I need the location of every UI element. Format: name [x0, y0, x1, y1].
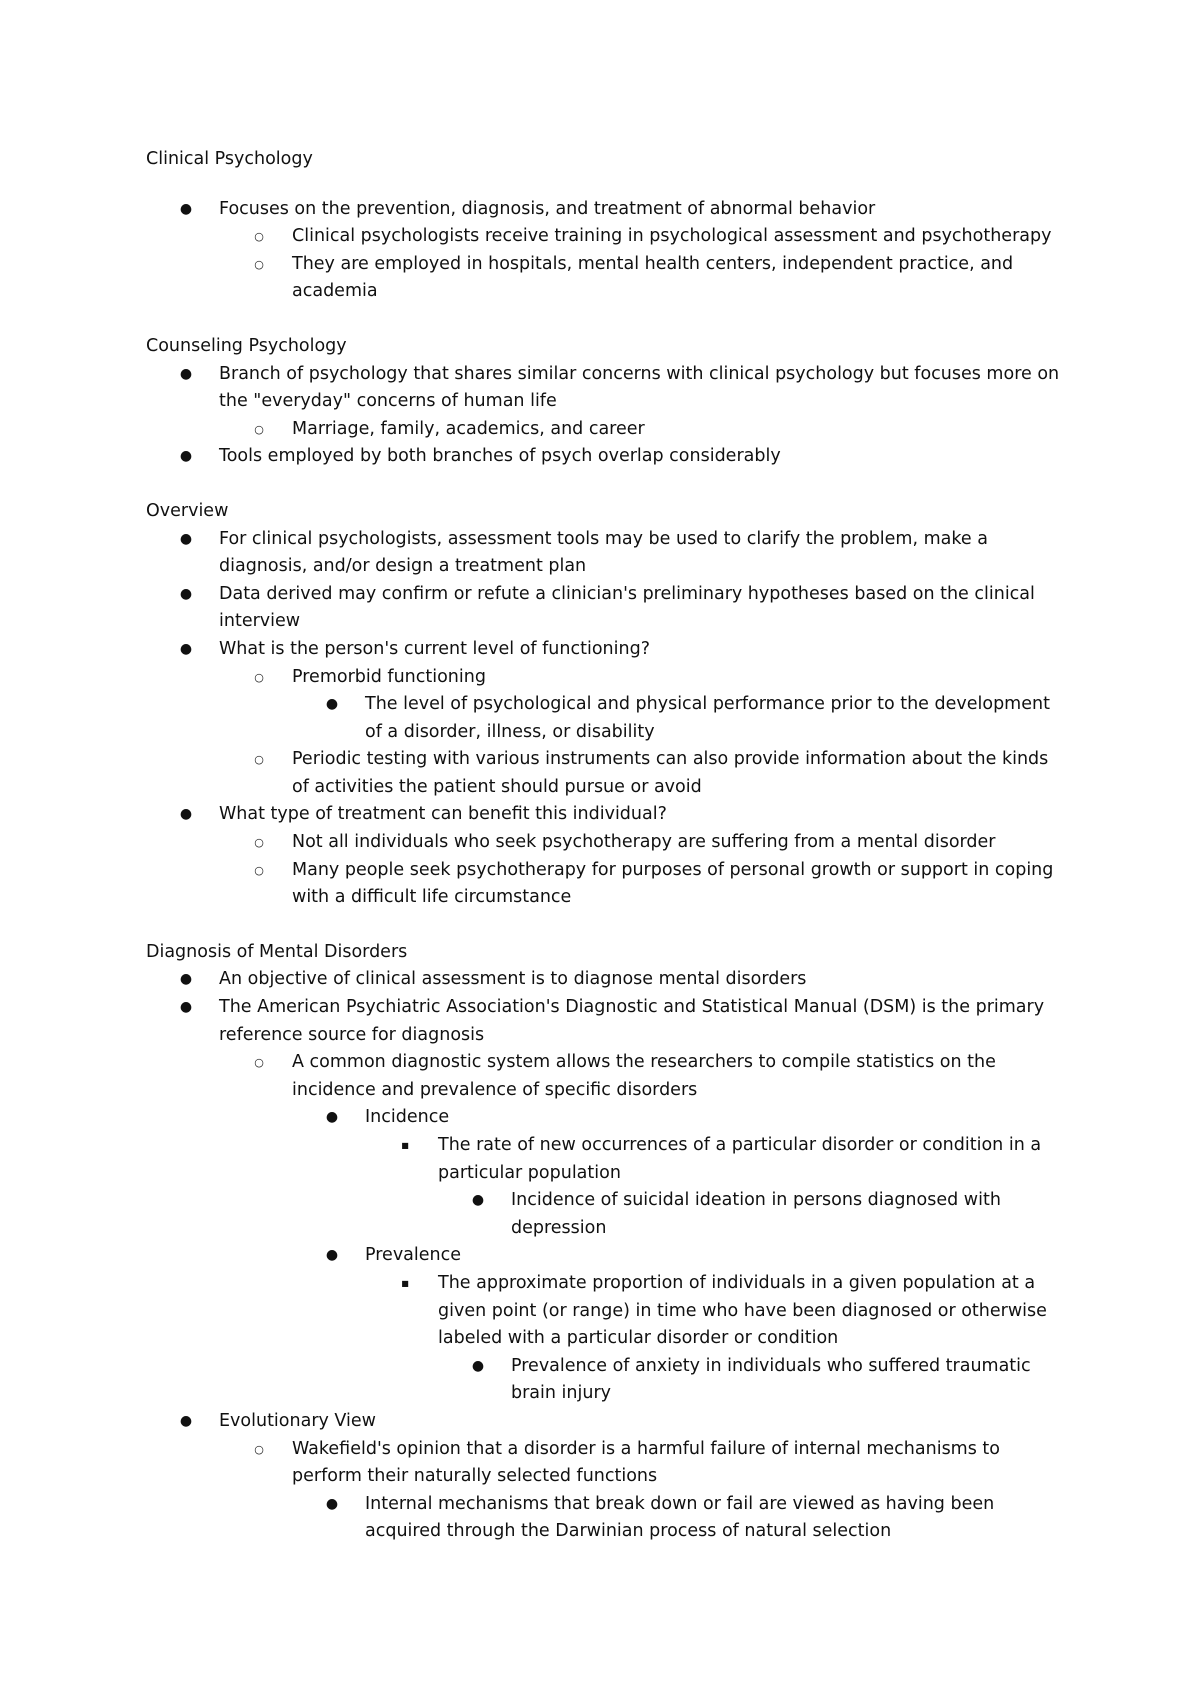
list-item-text: The rate of new occurrences of a particular disorder or condition in a particular population [438, 1135, 1042, 1183]
list-item [146, 196, 1060, 224]
list-item [146, 416, 1060, 444]
bullet-square-icon: ■ [401, 1278, 409, 1288]
section-clinical-psychology [146, 146, 1060, 306]
list-item-text: What type of treatment can benefit this individual? [219, 804, 667, 825]
list-item [146, 994, 1060, 1049]
list-item-text: What is the person's current level of functioning? [219, 638, 650, 659]
list-item-text: Premorbid functioning [292, 666, 486, 687]
list-item [146, 1353, 1060, 1408]
list-item-text: An objective of clinical assessment is to diagnose mental disorders [219, 969, 807, 990]
bullet-disc-icon: ● [179, 365, 193, 382]
list-item-text: Not all individuals who seek psychotherapy are suffering from a mental disorder [292, 832, 996, 853]
list-item [146, 526, 1060, 581]
section-diagnosis-of-mental-disorders [146, 939, 1060, 1546]
list-item-text: For clinical psychologists, assessment tools may be used to clarify the problem, make a diagnosis, and/or design a treatment plan [219, 528, 988, 577]
list-item [146, 1049, 1060, 1104]
list-item-text: A common diagnostic system allows the researchers to compile statistics on the incidence and prevalence of specific disorders [292, 1052, 996, 1100]
list-item [146, 1436, 1060, 1491]
list-item-text: Branch of psychology that shares similar concerns with clinical psychology but focuses more on the "everyday" concerns of human life [219, 363, 1060, 412]
list-item-text: Prevalence of anxiety in individuals who suffered traumatic brain injury [511, 1355, 1031, 1404]
bullet-disc-icon: ● [325, 1495, 339, 1512]
section-heading: Diagnosis of Mental Disorders [146, 941, 408, 962]
bullet-circle-icon: ○ [254, 230, 264, 244]
list-item-text: Evolutionary View [219, 1410, 376, 1431]
list-item-text: Tools employed by both branches of psych overlap considerably [219, 446, 781, 467]
list-item [146, 1104, 1060, 1132]
list-item-text: Internal mechanisms that break down or fail are viewed as having been acquired through the Darwinian process of natural selection [365, 1493, 995, 1542]
list-item [146, 691, 1060, 746]
list-item-text: Focuses on the prevention, diagnosis, and treatment of abnormal behavior [219, 198, 876, 219]
list-item-text: Wakefield's opinion that a disorder is a harmful failure of internal mechanisms to perform their naturally selected functions [292, 1438, 1000, 1487]
bullet-circle-icon: ○ [254, 670, 264, 684]
list-item [146, 857, 1060, 912]
bullet-circle-icon: ○ [254, 753, 264, 767]
bullet-disc-icon: ● [179, 585, 193, 602]
list-item-text: The approximate proportion of individuals in a given population at a given point (or range) in time who have been diagnosed or otherwise labeled with a particular disorder or condition [438, 1272, 1047, 1349]
bullet-disc-icon: ● [179, 806, 193, 823]
list-item-text: The American Psychiatric Association's Diagnostic and Statistical Manual (DSM) is the primary reference source for diagnosis [219, 997, 1045, 1045]
list-item [146, 223, 1060, 251]
list-item [146, 746, 1060, 801]
section-heading: Overview [146, 500, 229, 521]
list-item [146, 581, 1060, 636]
bullet-circle-icon: ○ [254, 257, 264, 271]
bullet-disc-icon: ● [179, 640, 193, 657]
list-item-text: Clinical psychologists receive training in psychological assessment and psychotherapy [292, 226, 1052, 247]
bullet-disc-icon: ● [179, 530, 193, 547]
list-item-text: They are employed in hospitals, mental health centers, independent practice, and academia [292, 253, 1014, 302]
list-item [146, 1270, 1060, 1353]
bullet-disc-icon: ● [471, 1357, 485, 1374]
list-item [146, 1132, 1060, 1187]
bullet-circle-icon: ○ [254, 422, 264, 436]
list-item-text: Incidence of suicidal ideation in persons diagnosed with depression [511, 1190, 1001, 1238]
list-item-text: Data derived may confirm or refute a clinician's preliminary hypotheses based on the clinical interview [219, 583, 1035, 632]
list-item [146, 1187, 1060, 1242]
section-overview [146, 498, 1060, 912]
list-item-text: Periodic testing with various instruments can also provide information about the kinds of activities the patient should pursue or avoid [292, 749, 1049, 797]
bullet-disc-icon: ● [179, 1412, 193, 1429]
bullet-disc-icon: ● [325, 696, 339, 713]
list-item [146, 966, 1060, 994]
list-item [146, 251, 1060, 306]
bullet-disc-icon: ● [179, 448, 193, 465]
list-item [146, 801, 1060, 829]
bullet-square-icon: ■ [401, 1141, 409, 1150]
bullet-circle-icon: ○ [254, 1056, 264, 1070]
list-item-text: Many people seek psychotherapy for purposes of personal growth or support in coping with a difficult life circumstance [292, 859, 1054, 908]
bullet-disc-icon: ● [325, 1247, 339, 1264]
bullet-circle-icon: ○ [254, 1442, 264, 1456]
list-item [146, 443, 1060, 471]
list-item [146, 829, 1060, 857]
list-item [146, 361, 1060, 416]
bullet-disc-icon: ● [179, 971, 193, 988]
bullet-disc-icon: ● [179, 200, 193, 217]
list-item-text: Incidence [365, 1107, 450, 1128]
list-item [146, 1408, 1060, 1436]
bullet-disc-icon: ● [471, 1192, 485, 1209]
list-item-text: Prevalence [365, 1245, 462, 1266]
list-item [146, 636, 1060, 664]
list-item [146, 1242, 1060, 1270]
section-heading: Counseling Psychology [146, 335, 347, 356]
list-item [146, 1491, 1060, 1546]
list-item-text: Marriage, family, academics, and career [292, 418, 645, 439]
bullet-circle-icon: ○ [254, 836, 264, 850]
bullet-disc-icon: ● [179, 999, 193, 1016]
list-item-text: The level of psychological and physical performance prior to the development of a disorder, illness, or disability [365, 694, 1050, 742]
list-item [146, 664, 1060, 692]
bullet-circle-icon: ○ [254, 863, 264, 877]
bullet-disc-icon: ● [325, 1109, 339, 1126]
section-heading: Clinical Psychology [146, 149, 313, 169]
section-counseling-psychology [146, 333, 1060, 471]
